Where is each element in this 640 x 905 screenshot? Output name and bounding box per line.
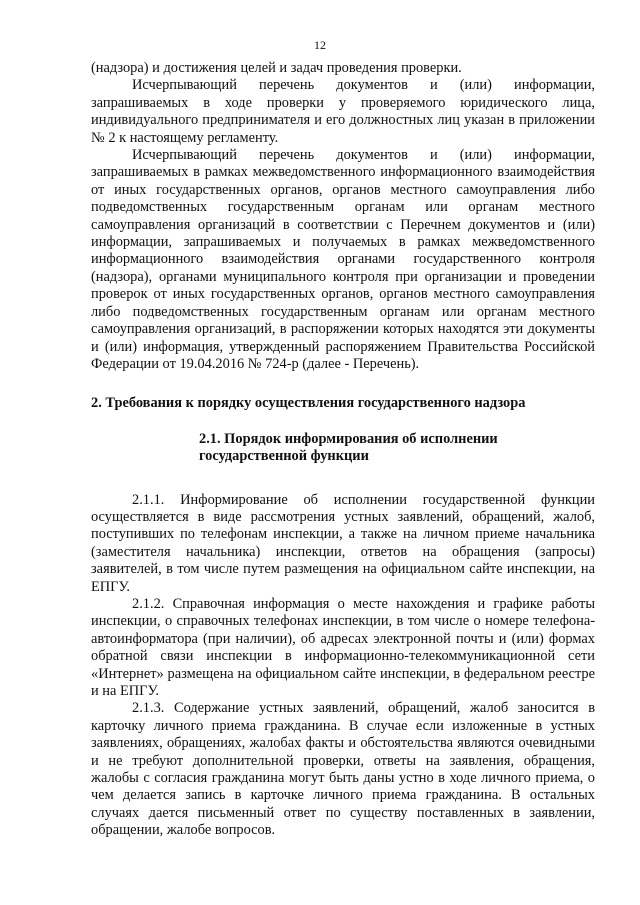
paragraph-interagency-list: Исчерпывающий перечень документов и (или) информации, запрашиваемых в рамках межведомственного информационного взаимодействия от иных государственных органов, органов местного самоуправления либо подведомственных государственным органам или органам местного самоуправления организаций в соответствии с Перечнем документов и (или) информации, запрашиваемых и получаемых в рамках межведомственного информационного взаимодействия органами государственного контроля (надзора), органами муниципального контроля при организации и проведении проверок от иных государственных органов, органов местного самоуправления либо подведомственных государственным органам или органам местного самоуправления организаций, в распоряжении которых находятся эти документы и (или) информация, утвержденный распоряжением Правительства Российской Федерации от 19.04.2016 № 724-р (далее - Перечень). [91, 147, 595, 372]
paragraph-documents-list: Исчерпывающий перечень документов и (или) информации, запрашиваемых в ходе проверки у проверяемого юридического лица, индивидуального предпринимателя и его должностных лиц указан в приложении № 2 к настоящему регламенту. [91, 77, 595, 146]
document-body [91, 60, 595, 840]
paragraph-2-1-2: 2.1.2. Справочная информация о месте нахождения и графике работы инспекции, о справочных телефонах инспекции, в том числе о номере телефона-автоинформатора (при наличии), об адресах электронной почты и (или) формах обратной связи инспекции в информационно-телекоммуникационной сети «Интернет» размещена на официальном сайте инспекции, в федеральном реестре и на ЕПГУ. [91, 595, 595, 699]
subsection-heading-line2: государственной функции [199, 448, 369, 465]
subsection-heading-line1: 2.1. Порядок информирования об исполнении [199, 430, 498, 447]
page-number: 12 [314, 38, 326, 52]
section-heading: 2. Требования к порядку осуществления государственного надзора [91, 395, 526, 412]
paragraph-2-1-3: 2.1.3. Содержание устных заявлений, обращений, жалоб заносится в карточку личного приема гражданина. В случае если изложенные в устных заявлениях, обращениях, жалобах факты и обстоятельства являются очевидными и не требуют дополнительной проверки, ответы на заявления, обращения, жалобы с согласия гражданина могут быть даны устно в ходе личного приема, о чем делается запись в карточке личного приема гражданина. В остальных случаях дается письменный ответ по существу поставленных в заявлении, обращении, жалобе вопросов. [91, 700, 595, 839]
paragraph-2-1-1: 2.1.1. Информирование об исполнении государственной функции осуществляется в виде рассмотрения устных заявлений, обращений, жалоб, поступивших по телефонам инспекции, а также на личном приеме начальника (заместителя начальника) инспекции, ответов на обращения (запросы) заявителей, в том числе путем размещения на официальном сайте инспекции, на ЕПГУ. [91, 491, 595, 595]
paragraph-continuation: (надзора) и достижения целей и задач проведения проверки. [91, 60, 462, 76]
